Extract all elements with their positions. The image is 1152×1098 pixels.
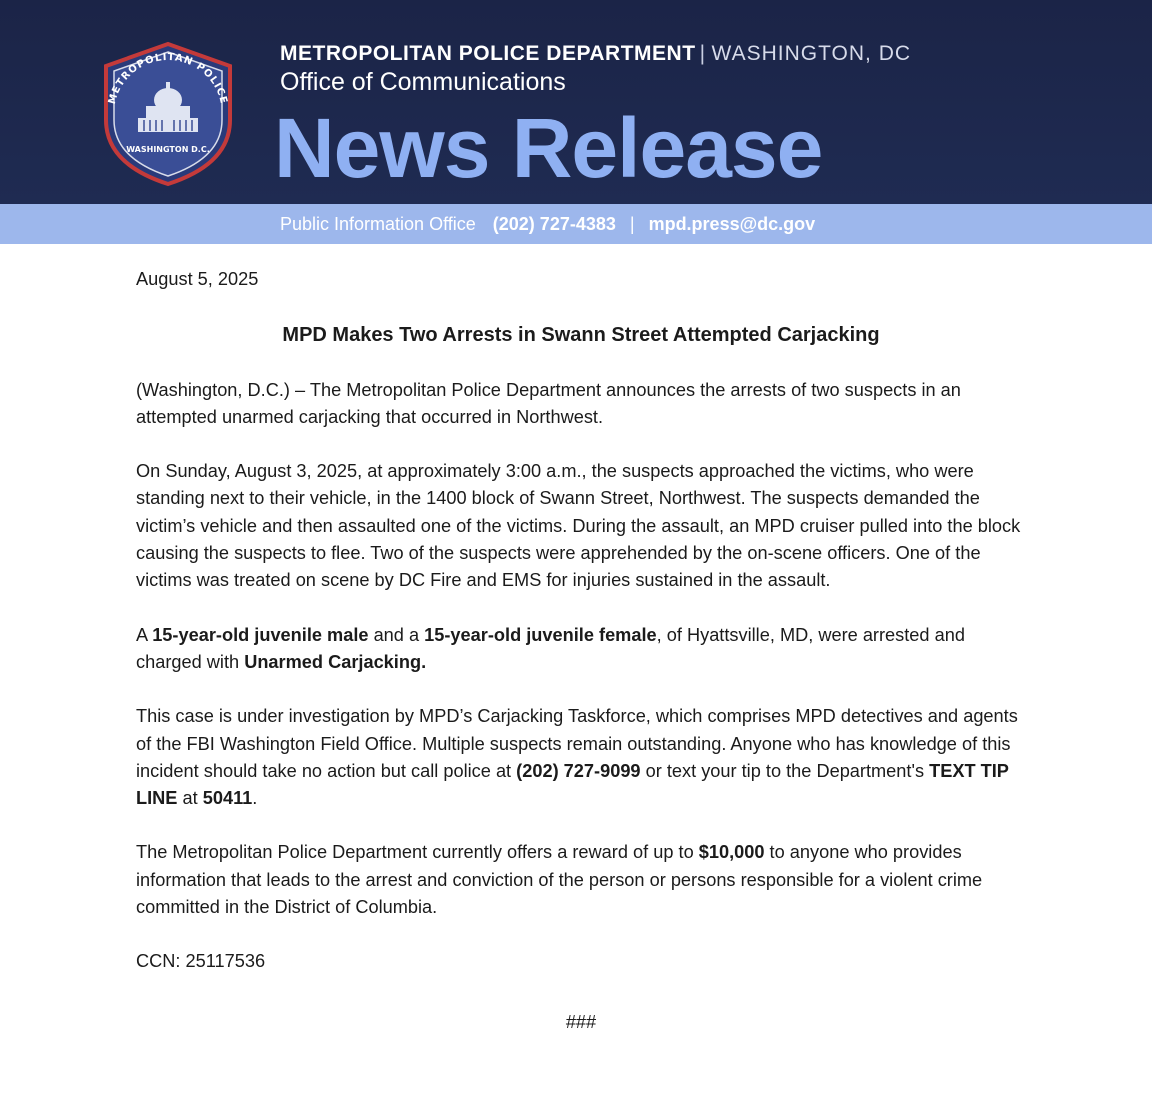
news-release-title: News Release [274, 101, 823, 195]
department-name: METROPOLITAN POLICE DEPARTMENT [280, 42, 696, 65]
seal-top-text: METROPOLITAN POLICE [106, 51, 230, 106]
pio-phone: (202) 727-4383 [492, 214, 616, 234]
pio-email: mpd.press@dc.gov [648, 214, 816, 234]
release-date: August 5, 2025 [136, 269, 259, 289]
department-city: WASHINGTON, DC [711, 42, 912, 65]
paragraph-arrests: A 15-year-old juvenile male and a 15-year-old juvenile female, of Hyattsville, MD, were arrested and charged with Unarmed Carjacking. [136, 624, 965, 672]
paragraph-reward: The Metropolitan Police Department currently offers a reward of up to $10,000 to anyone who provides information that leads to the arrest and conviction of the person or persons responsible for a violent crime committed in the District of Columbia. [136, 842, 983, 918]
paragraph-incident: On Sunday, August 3, 2025, at approximately 3:00 a.m., the suspects approached the victims, who were standing next to their vehicle, in the 1400 block of Swann Street, Northwest. The suspects demanded the victim’s vehicle and then assaulted one of the victims. During the assault, an MPD cruiser pulled into the block causing the suspects to flee. Two of the suspects were apprehended by the on-scene officers. One of the victims was treated on scene by DC Fire and EMS for injuries sustained in the assault. [136, 461, 1021, 591]
department-name-line [280, 42, 911, 66]
mpd-seal-logo [94, 40, 242, 188]
pio-label: Public Information Office [280, 214, 476, 234]
paragraph-intro: (Washington, D.C.) – The Metropolitan Police Department announces the arrests of two suspects in an attempted unarmed carjacking that occurred in Northwest. [136, 379, 961, 427]
ccn-number: CCN: 25117536 [136, 951, 266, 972]
release-headline: MPD Makes Two Arrests in Swann Street Attempted Carjacking [282, 324, 880, 347]
header-banner [0, 0, 1152, 204]
seal-bottom-text: WASHINGTON D.C. [126, 145, 210, 154]
paragraph-investigation: This case is under investigation by MPD’s Carjacking Taskforce, which comprises MPD detectives and agents of the FBI Washington Field Office. Multiple suspects remain outstanding. Anyone who has knowledge of this incident should take no action but call police at (202) 727-9099 or text your tip to the Department's TEXT TIP LINE at 50411. [136, 706, 1018, 809]
release-body [136, 266, 1026, 1036]
office-name: Office of Communications [280, 68, 566, 96]
end-mark: ### [565, 1011, 597, 1032]
contact-info-bar [0, 204, 1152, 244]
infobar-separator: | [629, 214, 635, 234]
header-separator: | [699, 42, 706, 65]
